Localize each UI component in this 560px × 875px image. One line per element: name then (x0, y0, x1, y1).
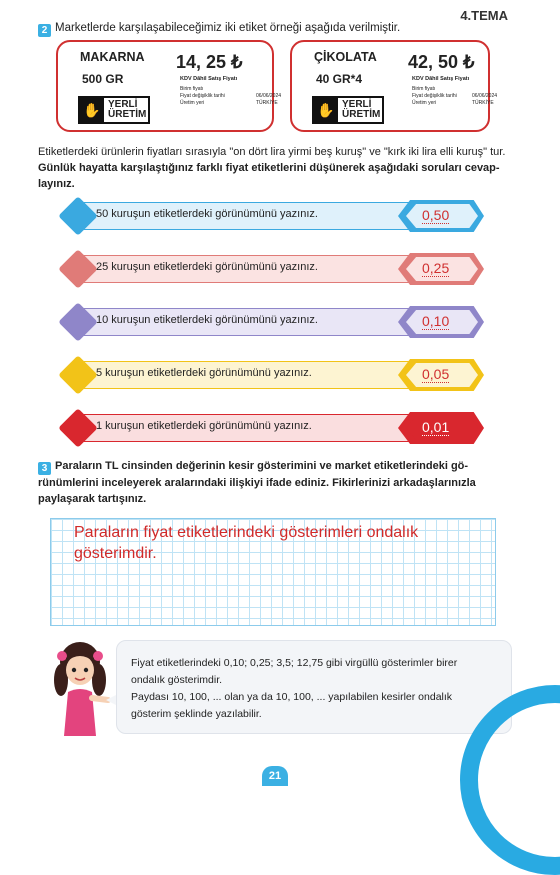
change-date: 06/06/2024 (472, 93, 498, 99)
speech-line-4: gösterim şeklinde yazılabilir. (131, 708, 262, 720)
intro-line-1: Etiketlerdeki ürünlerin fiyatları sırasıyla "on dört lira yirmi beş kuruş" ve "kırk iki lira elli kuruş" tur. (38, 146, 506, 158)
badge-line-1: YERLİ (108, 99, 138, 110)
q3-line-1: Paraların TL cinsinden değerinin kesir gösterimini ve market etiketlerindeki gö- (55, 460, 469, 472)
product-price: 14, 25 ₺ (176, 52, 243, 72)
question-3 (38, 458, 508, 507)
question-row (62, 253, 486, 285)
row-answer[interactable]: 0,01 (422, 419, 450, 435)
row-answer[interactable]: 0,50 (422, 207, 450, 223)
row-answer[interactable]: 0,05 (422, 366, 450, 382)
question-row (62, 306, 486, 338)
product-name: MAKARNA (80, 50, 145, 64)
origin: TÜRKİYE (472, 100, 494, 106)
question-row (62, 412, 486, 444)
unit-price-label: Birim fiyatı (180, 86, 204, 92)
question-2-text: Marketlerde karşılaşabileceğimiz iki etiket örneği aşağıda verilmiştir. (55, 22, 401, 34)
girl-illustration (50, 640, 110, 736)
row-question: 1 kuruşun etiketlerdeki görünümünü yazınız. (96, 420, 312, 432)
unit-price-label: Birim fiyatı (412, 86, 436, 92)
yerli-uretim-badge (78, 96, 150, 124)
origin-label: Üretim yeri (180, 100, 205, 106)
product-weight: 40 GR*4 (316, 72, 363, 86)
badge-line-2: ÜRETİM (342, 109, 381, 120)
speech-line-3: Paydası 10, 100, ... olan ya da 10, 100, ... yapılabilen kesirler ondalık (131, 691, 453, 703)
intro-paragraph (38, 144, 508, 192)
label-meta (412, 86, 498, 107)
badge-line-1: YERLİ (342, 99, 372, 110)
origin-label: Üretim yeri (412, 100, 437, 106)
speech-line-1: Fiyat etiketlerindeki 0,10; 0,25; 3,5; 12,75 gibi virgüllü gösterimler birer (131, 657, 458, 669)
change-date-label: Fiyat değişiklik tarihi (180, 93, 225, 99)
intro-line-2: Günlük hayatta karşılaştığınız farklı fiyat etiketlerini düşünerek aşağıdaki soruları cevap- (38, 162, 500, 174)
change-date-label: Fiyat değişiklik tarihi (412, 93, 457, 99)
question-number-badge: 2 (38, 24, 51, 37)
row-question: 50 kuruşun etiketlerdeki görünümünü yazınız. (96, 208, 318, 220)
kdv-note: KDV Dâhil Satış Fiyatı (180, 76, 238, 82)
page-number: 21 (262, 766, 288, 786)
speech-line-2: ondalık gösterimdir. (131, 674, 223, 686)
product-weight: 500 GR (82, 72, 124, 86)
kdv-note: KDV Dâhil Satış Fiyatı (412, 76, 470, 82)
intro-line-3: layınız. (38, 178, 75, 190)
origin: TÜRKİYE (256, 100, 278, 106)
question-row (62, 200, 486, 232)
row-answer[interactable]: 0,10 (422, 313, 450, 329)
speech-bubble (116, 640, 512, 734)
price-label-chocolate (290, 40, 498, 132)
question-number-badge: 3 (38, 462, 51, 475)
question-2 (38, 22, 400, 37)
q3-line-3: paylaşarak tartışınız. (38, 493, 147, 505)
yerli-uretim-badge (312, 96, 384, 124)
handshake-icon: ✋ (314, 98, 338, 122)
product-name: ÇİKOLATA (314, 50, 377, 64)
row-question: 10 kuruşun etiketlerdeki görünümünü yazınız. (96, 314, 318, 326)
q3-line-2: rünümlerini inceleyerek aralarındaki ilişkiyi ifade ediniz. Fikirlerinizi arkadaşlarınızla (38, 477, 476, 489)
product-price: 42, 50 ₺ (408, 52, 475, 72)
label-meta (180, 86, 282, 107)
handwritten-answer: Paraların fiyat etiketlerindeki gösterimleri ondalık gösterimdir. (74, 524, 419, 562)
badge-line-2: ÜRETİM (108, 109, 147, 120)
change-date: 06/06/2024 (256, 93, 282, 99)
tema-header: 4.TEMA (460, 8, 508, 23)
row-question: 5 kuruşun etiketlerdeki görünümünü yazınız. (96, 367, 312, 379)
question-row (62, 359, 486, 391)
row-answer[interactable]: 0,25 (422, 260, 450, 276)
row-question: 25 kuruşun etiketlerdeki görünümünü yazınız. (96, 261, 318, 273)
handshake-icon: ✋ (80, 98, 104, 122)
price-label-macaroni (56, 40, 282, 132)
